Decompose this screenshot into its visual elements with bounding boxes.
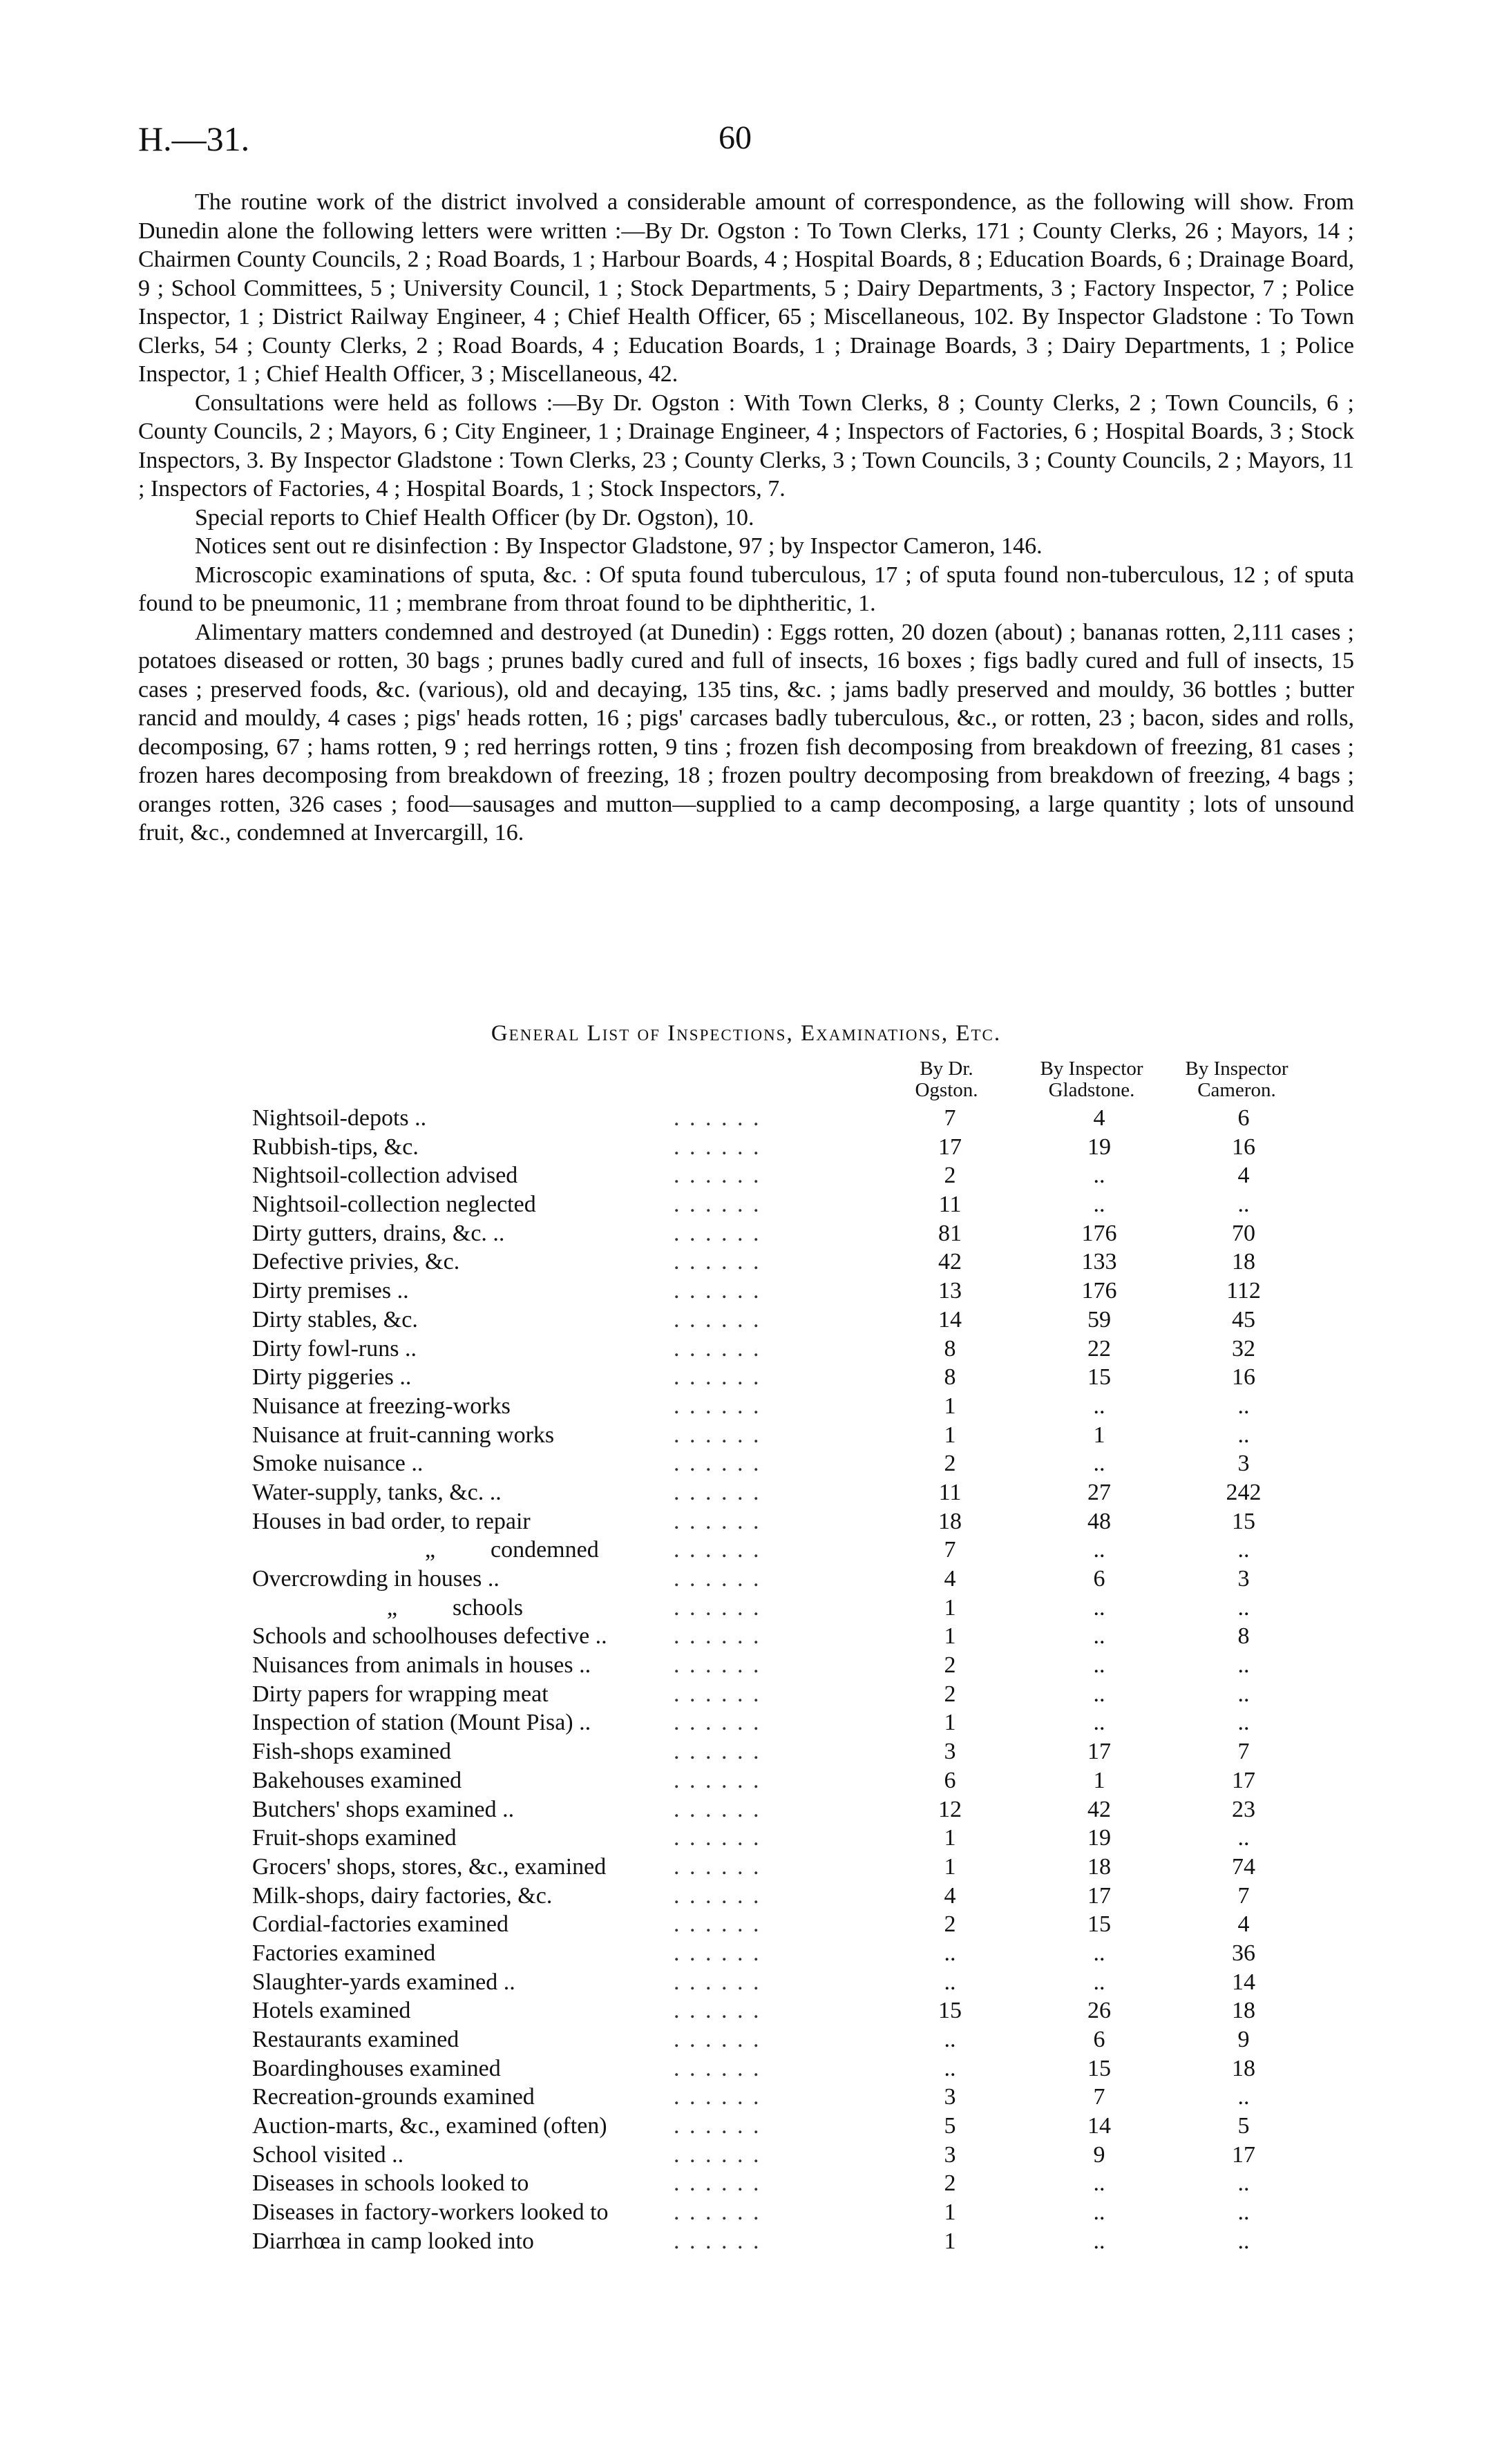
table-row	[252, 1364, 1330, 1393]
leader-dots: . . . . . .	[674, 1422, 761, 1448]
row-label: Dirty premises ..	[252, 1278, 409, 1304]
leader-dots: . . . . . .	[674, 1566, 761, 1592]
row-label: Butchers' shops examined ..	[252, 1796, 515, 1822]
page-header	[138, 119, 1354, 167]
report-reference: H.—31.	[138, 120, 250, 158]
cell-ogston: ..	[944, 1940, 956, 1966]
paragraph-alimentary: Alimentary matters condemned and destroyed (at Dunedin) : Eggs rotten, 20 dozen (about) ; bananas rotten, 2,111 cases ; potatoes diseased or rotten, 30 bags ; prunes badly cured and full of insects, 16 boxes ; figs badly cured and full of insects, 15 cases ; preserved foods, &c. (various), old and decaying, 135 tins, &c. ; jams badly preserved and mouldy, 36 bottles ; butter rancid and mouldy, 4 cases ; pigs' heads rotten, 16 ; pigs' carcases badly tuberculous, &c., or rotten, 23 ; bacon, sides and rolls, decomposing, 67 ; hams rotten, 9 ; red herrings rotten, 9 tins ; frozen fish decomposing from breakdown of freezing, 81 cases ; frozen hares decomposing from breakdown of freezing, 18 ; frozen poultry decomposing from breakdown of freezing, 4 bags ; oranges rotten, 326 cases ; food—sausages and mutton—supplied to a camp decomposing, a large quantity ; lots of unsound fruit, &c., condemned at Invercargill, 16.	[138, 619, 1354, 846]
cell-cameron: 7	[1237, 1739, 1250, 1765]
table-row	[252, 2170, 1330, 2199]
table-row	[252, 1998, 1330, 2027]
cell-gladstone: 42	[1087, 1796, 1111, 1822]
table-row	[252, 2027, 1330, 2056]
cell-ogston: 4	[944, 1882, 956, 1909]
cell-gladstone: ..	[1093, 1594, 1105, 1621]
leader-dots: . . . . . .	[674, 1163, 761, 1189]
leader-dots: . . . . . .	[674, 1652, 761, 1679]
cell-cameron: 16	[1232, 1364, 1255, 1391]
cell-cameron: ..	[1237, 1192, 1250, 1218]
cell-gladstone: 17	[1087, 1882, 1111, 1909]
cell-ogston: 3	[944, 2084, 956, 2110]
leader-dots: . . . . . .	[674, 1306, 761, 1333]
cell-ogston: 13	[938, 1278, 962, 1304]
leader-dots: . . . . . .	[674, 1249, 761, 1275]
leader-dots: . . . . . .	[674, 1537, 761, 1563]
cell-cameron: 9	[1237, 2027, 1250, 2052]
table-title: General List of Inspections, Examinations, Etc.	[491, 1021, 1002, 1046]
leader-dots: . . . . . .	[674, 1220, 761, 1246]
cell-gladstone: 59	[1087, 1306, 1111, 1333]
cell-cameron: ..	[1237, 1681, 1250, 1707]
row-label: Inspection of station (Mount Pisa) ..	[252, 1710, 591, 1736]
cell-gladstone: 27	[1087, 1479, 1111, 1505]
cell-ogston: 11	[938, 1479, 962, 1505]
row-label: Nuisance at freezing-works	[252, 1393, 511, 1419]
cell-gladstone: 15	[1087, 1364, 1111, 1391]
leader-dots: . . . . . .	[674, 1623, 761, 1650]
cell-gladstone: 19	[1087, 1134, 1111, 1160]
cell-gladstone: ..	[1093, 1393, 1105, 1419]
cell-ogston: 3	[944, 1739, 956, 1765]
report-body	[138, 188, 1354, 848]
cell-ogston: 8	[944, 1335, 956, 1362]
cell-ogston: 2	[944, 2170, 956, 2197]
leader-dots: . . . . . .	[674, 1364, 761, 1391]
cell-gladstone: 4	[1093, 1105, 1105, 1131]
cell-gladstone: 26	[1087, 1998, 1111, 2024]
cell-cameron: ..	[1237, 2199, 1250, 2226]
leader-dots: . . . . . .	[674, 1479, 761, 1505]
leader-dots: . . . . . .	[674, 2113, 761, 2139]
cell-gladstone: 6	[1093, 1566, 1105, 1592]
cell-ogston: 17	[938, 1134, 962, 1160]
cell-gladstone: ..	[1093, 2199, 1105, 2226]
row-label: Fruit-shops examined	[252, 1825, 457, 1851]
row-label: Dirty stables, &c.	[252, 1306, 418, 1333]
leader-dots: . . . . . .	[674, 1739, 761, 1765]
table-row	[252, 1336, 1330, 1365]
row-label: Boardinghouses examined	[252, 2055, 501, 2081]
cell-ogston: 14	[938, 1306, 962, 1333]
row-label: Schools and schoolhouses defective ..	[252, 1623, 607, 1650]
table-row	[252, 1854, 1330, 1883]
table-row	[252, 1480, 1330, 1509]
inspections-table	[252, 1105, 1330, 2257]
cell-cameron: 14	[1232, 1969, 1255, 1995]
cell-gladstone: 133	[1081, 1249, 1117, 1275]
table-row	[252, 1163, 1330, 1192]
cell-cameron: ..	[1237, 1710, 1250, 1736]
leader-dots: . . . . . .	[674, 1134, 761, 1160]
leader-dots: . . . . . .	[674, 1594, 761, 1621]
row-label: Fish-shops examined	[252, 1739, 452, 1765]
cell-gladstone: ..	[1093, 1537, 1105, 1563]
cell-gladstone: 7	[1093, 2084, 1105, 2110]
cell-ogston: 1	[944, 1623, 956, 1650]
cell-gladstone: ..	[1093, 1192, 1105, 1218]
leader-dots: . . . . . .	[674, 1882, 761, 1909]
cell-gladstone: ..	[1093, 1969, 1105, 1995]
row-label: Nuisances from animals in houses ..	[252, 1652, 591, 1679]
cell-cameron: 112	[1226, 1278, 1261, 1304]
column-header-ogston: By Dr. Ogston.	[915, 1058, 978, 1101]
leader-dots: . . . . . .	[674, 2084, 761, 2110]
leader-dots: . . . . . .	[674, 1767, 761, 1793]
table-row	[252, 1134, 1330, 1163]
row-label: condemned	[491, 1537, 599, 1563]
leader-dots: . . . . . .	[674, 1911, 761, 1938]
row-label: Nightsoil-collection neglected	[252, 1192, 536, 1218]
cell-ogston: 8	[944, 1364, 956, 1391]
leader-dots: . . . . . .	[674, 1192, 761, 1218]
cell-cameron: 23	[1232, 1796, 1255, 1822]
cell-cameron: 8	[1237, 1623, 1250, 1650]
paragraph-correspondence: The routine work of the district involved a considerable amount of correspondence, as the following will show. From Dunedin alone the following letters were written :—By Dr. Ogston : To Town Clerks, 171 ; County Clerks, 26 ; Mayors, 14 ; Chairmen County Councils, 2 ; Road Boards, 1 ; Harbour Boards, 4 ; Hospital Boards, 8 ; Education Boards, 6 ; Drainage Board, 9 ; School Committees, 5 ; University Council, 1 ; Stock Departments, 5 ; Dairy Departments, 3 ; Factory Inspector, 7 ; Police Inspector, 1 ; District Railway Engineer, 4 ; Chief Health Officer, 65 ; Miscellaneous, 102. By Inspector Gladstone : To Town Clerks, 54 ; County Clerks, 2 ; Road Boards, 4 ; Education Boards, 1 ; Drainage Boards, 3 ; Dairy Departments, 1 ; Police Inspector, 1 ; Chief Health Officer, 3 ; Miscellaneous, 42.	[138, 189, 1354, 387]
cell-cameron: 36	[1232, 1940, 1255, 1966]
cell-ogston: 1	[944, 1710, 956, 1736]
row-label: Nuisance at fruit-canning works	[252, 1422, 555, 1448]
row-label: schools	[453, 1594, 523, 1621]
table-row	[252, 1422, 1330, 1451]
cell-ogston: 42	[938, 1249, 962, 1275]
cell-ogston: 18	[938, 1508, 962, 1534]
cell-gladstone: ..	[1093, 1710, 1105, 1736]
column-header-gladstone: By Inspector Gladstone.	[1040, 1058, 1143, 1101]
leader-dots: . . . . . .	[674, 1681, 761, 1707]
leader-dots: . . . . . .	[674, 1825, 761, 1851]
cell-ogston: 1	[944, 1594, 956, 1621]
table-row	[252, 2199, 1330, 2228]
cell-cameron: 17	[1232, 2141, 1255, 2168]
cell-cameron: 16	[1232, 1134, 1255, 1160]
table-row	[252, 1221, 1330, 1250]
table-row	[252, 1249, 1330, 1278]
cell-gladstone: ..	[1093, 2228, 1105, 2254]
table-row	[252, 1797, 1330, 1826]
cell-cameron: ..	[1237, 1422, 1250, 1448]
leader-dots: . . . . . .	[674, 2199, 761, 2226]
row-label: Rubbish-tips, &c.	[252, 1134, 419, 1160]
cell-cameron: 17	[1232, 1767, 1255, 1793]
leader-dots: . . . . . .	[674, 2055, 761, 2081]
cell-ogston: 2	[944, 1681, 956, 1707]
cell-gladstone: ..	[1093, 2170, 1105, 2197]
table-row	[252, 1509, 1330, 1538]
table-row	[252, 1451, 1330, 1480]
page-number: 60	[719, 120, 752, 156]
cell-gladstone: ..	[1093, 1623, 1105, 1650]
cell-ogston: 6	[944, 1767, 956, 1793]
row-label: Recreation-grounds examined	[252, 2084, 535, 2110]
row-label: Cordial-factories examined	[252, 1911, 509, 1938]
table-row	[252, 1911, 1330, 1940]
table-row	[252, 1681, 1330, 1710]
table-row	[252, 1969, 1330, 1998]
row-label: Bakehouses examined	[252, 1767, 462, 1793]
table-row	[252, 1623, 1330, 1652]
cell-cameron: 7	[1237, 1882, 1250, 1909]
cell-ogston: 2	[944, 1911, 956, 1938]
table-row	[252, 1825, 1330, 1854]
row-label: Smoke nuisance ..	[252, 1451, 424, 1477]
row-label: Slaughter-yards examined ..	[252, 1969, 515, 1995]
row-label: Defective privies, &c.	[252, 1249, 460, 1275]
cell-gladstone: 17	[1087, 1739, 1111, 1765]
leader-dots: . . . . . .	[674, 2141, 761, 2168]
cell-cameron: ..	[1237, 1594, 1250, 1621]
cell-cameron: 15	[1232, 1508, 1255, 1534]
cell-ogston: ..	[944, 2055, 956, 2081]
cell-cameron: 6	[1237, 1105, 1250, 1131]
cell-cameron: 32	[1232, 1335, 1255, 1362]
table-row	[252, 2228, 1330, 2257]
row-label: Milk-shops, dairy factories, &c.	[252, 1882, 553, 1909]
cell-gladstone: 176	[1081, 1220, 1117, 1246]
cell-cameron: ..	[1237, 2084, 1250, 2110]
leader-dots: . . . . . .	[674, 2027, 761, 2052]
cell-gladstone: 18	[1087, 1853, 1111, 1880]
cell-cameron: ..	[1237, 2228, 1250, 2254]
cell-gladstone: ..	[1093, 1940, 1105, 1966]
cell-ogston: 3	[944, 2141, 956, 2168]
cell-cameron: ..	[1237, 1652, 1250, 1679]
cell-gladstone: 176	[1081, 1278, 1117, 1304]
cell-cameron: 242	[1226, 1479, 1262, 1505]
cell-ogston: 15	[938, 1998, 962, 2024]
row-label: Dirty gutters, drains, &c. ..	[252, 1220, 505, 1246]
leader-dots: . . . . . .	[674, 1105, 761, 1131]
cell-cameron: 45	[1232, 1306, 1255, 1333]
paragraph-microscopic: Microscopic examinations of sputa, &c. : Of sputa found tuberculous, 17 ; of sputa found non-tuberculous, 12 ; of sputa found to be pneumonic, 11 ; membrane from throat found to be diphtheritic, 1.	[138, 562, 1354, 616]
cell-gladstone: 9	[1093, 2141, 1105, 2168]
table-row	[252, 1393, 1330, 1422]
row-label: Diarrhœa in camp looked into	[252, 2228, 534, 2254]
leader-dots: . . . . . .	[674, 1940, 761, 1966]
cell-ogston: 1	[944, 2228, 956, 2254]
cell-ogston: 1	[944, 1853, 956, 1880]
cell-cameron: 3	[1237, 1451, 1250, 1477]
row-label: Factories examined	[252, 1940, 436, 1966]
row-label: Auction-marts, &c., examined (often)	[252, 2113, 607, 2139]
cell-gladstone: 6	[1093, 2027, 1105, 2052]
row-label: Dirty fowl-runs ..	[252, 1335, 417, 1362]
paragraph-notices: Notices sent out re disinfection : By Inspector Gladstone, 97 ; by Inspector Cameron, 146.	[195, 533, 1043, 559]
leader-dots: . . . . . .	[674, 1796, 761, 1822]
leader-dots: . . . . . .	[674, 1508, 761, 1534]
leader-dots: . . . . . .	[674, 1393, 761, 1419]
cell-ogston: ..	[944, 1969, 956, 1995]
cell-cameron: 18	[1232, 1249, 1255, 1275]
cell-ogston: 5	[944, 2113, 956, 2139]
table-row	[252, 2056, 1330, 2085]
row-label: Water-supply, tanks, &c. ..	[252, 1479, 502, 1505]
cell-gladstone: ..	[1093, 1652, 1105, 1679]
row-label: Restaurants examined	[252, 2027, 459, 2052]
table-row	[252, 1739, 1330, 1768]
leader-dots: . . . . . .	[674, 1451, 761, 1477]
ditto-mark: „	[387, 1594, 398, 1621]
table-row	[252, 1940, 1330, 1969]
row-label: Dirty piggeries ..	[252, 1364, 412, 1391]
column-header-cameron: By Inspector Cameron.	[1185, 1058, 1288, 1101]
cell-gladstone: 15	[1087, 2055, 1111, 2081]
cell-ogston: 2	[944, 1451, 956, 1477]
table-row	[252, 1537, 1330, 1566]
cell-cameron: 74	[1232, 1853, 1255, 1880]
leader-dots: . . . . . .	[674, 1278, 761, 1304]
leader-dots: . . . . . .	[674, 2228, 761, 2254]
table-row	[252, 2142, 1330, 2171]
cell-gladstone: 19	[1087, 1825, 1111, 1851]
cell-ogston: 1	[944, 1393, 956, 1419]
paragraph-consultations: Consultations were held as follows :—By Dr. Ogston : With Town Clerks, 8 ; County Clerks, 2 ; Town Councils, 6 ; County Councils, 2 ; Mayors, 6 ; City Engineer, 1 ; Drainage Engineer, 4 ; Inspectors of Factories, 6 ; Hospital Boards, 3 ; Stock Inspectors, 3. By Inspector Gladstone : Town Clerks, 23 ; County Clerks, 3 ; Town Councils, 3 ; County Councils, 2 ; Mayors, 11 ; Inspectors of Factories, 4 ; Hospital Boards, 1 ; Stock Inspectors, 7.	[138, 390, 1354, 502]
cell-gladstone: 14	[1087, 2113, 1111, 2139]
row-label: Houses in bad order, to repair	[252, 1508, 531, 1534]
row-label: Overcrowding in houses ..	[252, 1566, 500, 1592]
row-label: Diseases in schools looked to	[252, 2170, 529, 2197]
row-label: Nightsoil-collection advised	[252, 1163, 518, 1189]
leader-dots: . . . . . .	[674, 1998, 761, 2024]
leader-dots: . . . . . .	[674, 1853, 761, 1880]
cell-gladstone: 15	[1087, 1911, 1111, 1938]
table-row	[252, 1768, 1330, 1797]
cell-ogston: 2	[944, 1652, 956, 1679]
row-label: Diseases in factory-workers looked to	[252, 2199, 609, 2226]
table-row	[252, 1652, 1330, 1681]
row-label: School visited ..	[252, 2141, 404, 2168]
table-row	[252, 1883, 1330, 1912]
table-row	[252, 1710, 1330, 1739]
leader-dots: . . . . . .	[674, 2170, 761, 2197]
table-row	[252, 1595, 1330, 1624]
cell-cameron: 70	[1232, 1220, 1255, 1246]
cell-ogston: 81	[938, 1220, 962, 1246]
cell-cameron: 5	[1237, 2113, 1250, 2139]
table-row	[252, 1105, 1330, 1134]
table-row	[252, 2084, 1330, 2113]
cell-gladstone: 48	[1087, 1508, 1111, 1534]
table-row	[252, 1278, 1330, 1307]
table-row	[252, 1566, 1330, 1595]
table-row	[252, 1307, 1330, 1336]
paragraph-special-reports: Special reports to Chief Health Officer (by Dr. Ogston), 10.	[195, 504, 754, 531]
cell-gladstone: ..	[1093, 1163, 1105, 1189]
leader-dots: . . . . . .	[674, 1710, 761, 1736]
cell-cameron: 18	[1232, 1998, 1255, 2024]
cell-gladstone: 1	[1093, 1422, 1105, 1448]
cell-cameron: 18	[1232, 2055, 1255, 2081]
cell-gladstone: 1	[1093, 1767, 1105, 1793]
cell-ogston: 1	[944, 1825, 956, 1851]
cell-ogston: 2	[944, 1163, 956, 1189]
row-label: Dirty papers for wrapping meat	[252, 1681, 549, 1707]
cell-cameron: ..	[1237, 2170, 1250, 2197]
cell-cameron: ..	[1237, 1393, 1250, 1419]
cell-ogston: 11	[938, 1192, 962, 1218]
table-row	[252, 1192, 1330, 1221]
row-label: Nightsoil-depots ..	[252, 1105, 427, 1131]
cell-ogston: 7	[944, 1105, 956, 1131]
cell-cameron: ..	[1237, 1537, 1250, 1563]
row-label: Grocers' shops, stores, &c., examined	[252, 1853, 607, 1880]
cell-gladstone: ..	[1093, 1681, 1105, 1707]
table-row	[252, 2113, 1330, 2142]
leader-dots: . . . . . .	[674, 1335, 761, 1362]
cell-cameron: 3	[1237, 1566, 1250, 1592]
cell-cameron: ..	[1237, 1825, 1250, 1851]
cell-ogston: 1	[944, 1422, 956, 1448]
cell-cameron: 4	[1237, 1163, 1250, 1189]
cell-ogston: ..	[944, 2027, 956, 2052]
row-label: Hotels examined	[252, 1998, 411, 2024]
cell-ogston: 4	[944, 1566, 956, 1592]
cell-gladstone: 22	[1087, 1335, 1111, 1362]
cell-ogston: 1	[944, 2199, 956, 2226]
cell-gladstone: ..	[1093, 1451, 1105, 1477]
leader-dots: . . . . . .	[674, 1969, 761, 1995]
ditto-mark: „	[425, 1537, 436, 1563]
cell-cameron: 4	[1237, 1911, 1250, 1938]
cell-ogston: 7	[944, 1537, 956, 1563]
cell-ogston: 12	[938, 1796, 962, 1822]
